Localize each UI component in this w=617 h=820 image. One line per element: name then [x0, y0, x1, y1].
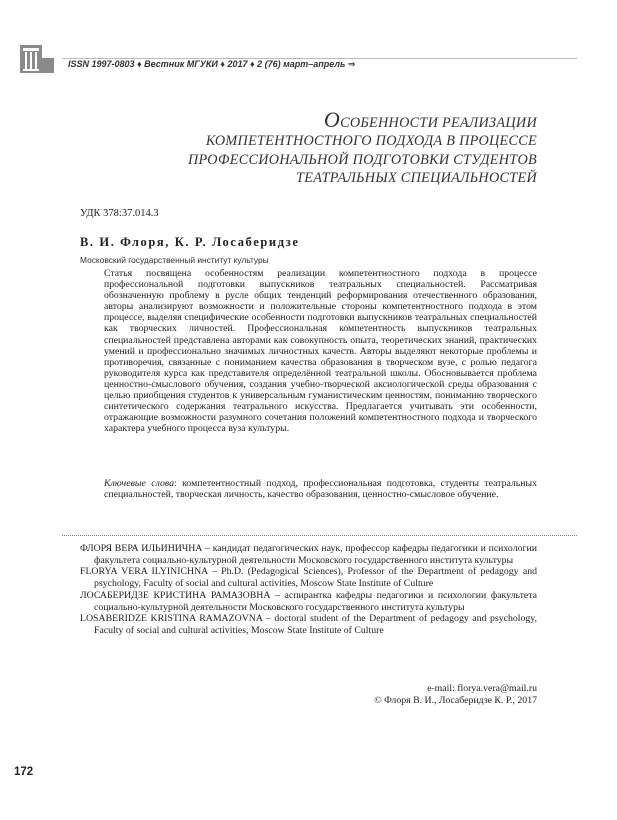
author-info-entry: FLORYA VERA ILYINICHNA – Ph.D. (Pedagogical Sciences), Professor of the Department of pedagogy and psychology, Faculty of social and cultural activities, Moscow State Institute of Culture [80, 566, 537, 590]
author-info-entry: ФЛОРЯ ВЕРА ИЛЬИНИЧНА – кандидат педагогических наук, профессор кафедры педагогики и психологии факультета социально-культурной деятельности Московского государственного института культуры [80, 543, 537, 566]
author-info-entry: LOSABERIDZE KRISTINA RAMAZOVNA – doctoral student of the Department of pedagogy and psychology, Faculty of social and cultural activities, Moscow State Institute of Culture [80, 613, 537, 636]
affiliation: Московский государственный институт культуры [80, 255, 269, 265]
title-line-1: СОБЕННОСТИ РЕАЛИЗАЦИИ [340, 115, 537, 131]
article-title [80, 107, 537, 188]
authors: В. И. Флоря, К. Р. Лосаберидзе [80, 235, 300, 249]
keywords-text: : компетентностный подход, профессиональная подготовка, студенты театральных специальностей, творческая личность, качество образования, ценностно-смысловое обучение. [104, 478, 537, 501]
udk-code: УДК 378:37.014.3 [80, 208, 159, 219]
email: e-mail: florya.vera@mail.ru [427, 683, 537, 694]
title-line-2: КОМПЕТЕНТНОСТНОГО ПОДХОДА В ПРОЦЕССЕ [205, 133, 537, 150]
page-number: 172 [14, 766, 34, 778]
running-head: ISSN 1997-0803 ♦ Вестник МГУКИ ♦ 2017 ♦ 2 (76) март–апрель ⇒ [68, 59, 356, 69]
title-line-4: ТЕАТРАЛЬНЫХ СПЕЦИАЛЬНОСТЕЙ [296, 170, 537, 187]
abstract: Статья посвящена особенностям реализации компетентностного подхода в процессе профессиональной подготовки выпускников театральных специальностей. Рассматривая обозначенную проблему в русле общих тенденций реформирования отечественного образования, авторы анализируют возможности и положительные стороны компетентностного подхода в этом процессе, выделяя специфические особенности подготовки выпускников театральных специальностей как творческих личностей. Профессиональная компетентность выпускников театральных специальностей представлена авторами как совокупность опыта, теоретических знаний, практических умений и профессионально значимых личностных качеств. Авторы выделяют некоторые проблемы и противоречия, связанные с пониманием качества образования в творческом вузе, с ролью педагога руководителя курса как представителя определённой театральной школы. Обосновывается проблема ценностно-смыслового обучения, создания учебно-творческой аксиологической среды образования с целью приобщения студентов к универсальным гуманистическим ценностям, пониманию творческого синтетического содержания театрального искусства. Предлагается учитывать эти особенности, отражающие возможности разумного сочетания положений компетентностного подхода и творческого характера учебного процесса вуза культуры. [104, 268, 537, 435]
journal-logo-icon [20, 45, 54, 73]
title-line-3: ПРОФЕССИОНАЛЬНОЙ ПОДГОТОВКИ СТУДЕНТОВ [187, 151, 537, 168]
section-divider [62, 535, 577, 536]
keywords-label: Ключевые слова [104, 478, 174, 489]
keywords [104, 478, 537, 501]
copyright: © Флоря В. И., Лосаберидзе К. Р., 2017 [374, 695, 537, 706]
author-info-entry: ЛОСАБЕРИДЗЕ КРИСТИНА РАМАЗОВНА – аспирантка кафедры педагогики и психологии факультета социально-культурной деятельности Московского государственного института культуры [80, 589, 537, 613]
title-initial: О [323, 107, 341, 132]
contact-block [80, 683, 537, 707]
author-info [80, 543, 537, 637]
